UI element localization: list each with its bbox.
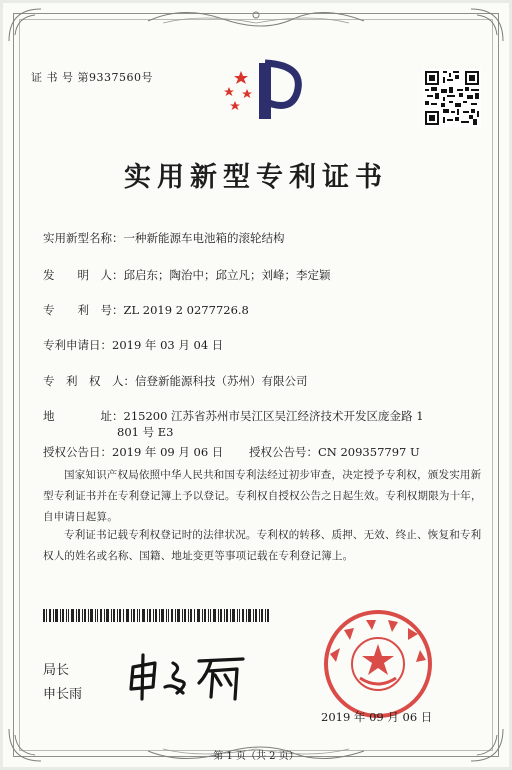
field-value: 215200 江苏省苏州市吴江区吴江经济技术开发区庞金路 1 [123,409,424,423]
page-number: 第 1 页（共 2 页） [213,751,299,762]
cnipa-logo [213,57,309,123]
grant-number-label: 授权公告号： [248,445,318,459]
field-label: 实用新型名称： [43,231,124,245]
field-row-patentee [43,373,308,389]
qr-code [423,69,481,127]
field-value: 信登新能源科技（苏州）有限公司 [135,374,308,388]
field-value: 801 号 E3 [117,425,174,439]
field-row-address [43,408,424,424]
body-paragraph-1: 国家知识产权局依照中华人民共和国专利法经过初步审查，决定授予专利权，颁发实用新型专利证书并在专利登记簿上予以登记。专利权自授权公告之日起生效。专利权期限为十年，自申请日起算。 [43,469,482,523]
field-label: 地 址： [43,409,124,423]
field-label: 专 利 权 人： [43,374,135,388]
field-row-inventors [43,267,331,283]
director-title: 局长 [43,663,70,678]
certificate-title: 实用新型专利证书 [124,162,388,193]
field-row-grant [43,444,420,460]
grant-date-value: 2019 年 09 月 06 日 [112,445,224,459]
field-value: ZL 2019 2 0277726.8 [123,303,249,317]
official-seal [308,608,448,720]
corner-ornament-tr [467,5,507,45]
field-value: 一种新能源车电池箱的滚轮结构 [123,231,285,245]
grant-number-value: CN 209357797 U [317,445,420,459]
field-row-utility-name [43,230,285,246]
barcode [43,609,269,622]
seal-date: 2019 年 09 月 06 日 [321,710,433,724]
director-signature [125,653,255,703]
field-value: 2019 年 03 月 04 日 [112,338,224,352]
field-row-application-date [43,337,223,353]
certificate-number: 证 书 号 第9337560号 [31,71,153,84]
grant-date-label: 授权公告日： [43,445,112,459]
body-paragraph-2: 专利证书记载专利权登记时的法律状况。专利权的转移、质押、无效、终止、恢复和专利权人的姓名或名称、国籍、地址变更等事项记载在专利登记簿上。 [43,529,482,562]
field-label: 专 利 号： [43,303,124,317]
field-value: 邱启东；陶治中；邱立凡；刘峰；李定颖 [123,268,331,282]
director-name: 申长雨 [43,687,83,702]
field-row-address-cont [117,424,173,440]
top-ornament [143,7,369,29]
certificate-page [3,3,509,767]
field-label: 专利申请日： [43,338,112,352]
field-label: 发 明 人： [43,268,124,282]
corner-ornament-tl [5,5,45,45]
field-row-patent-number [43,302,249,318]
